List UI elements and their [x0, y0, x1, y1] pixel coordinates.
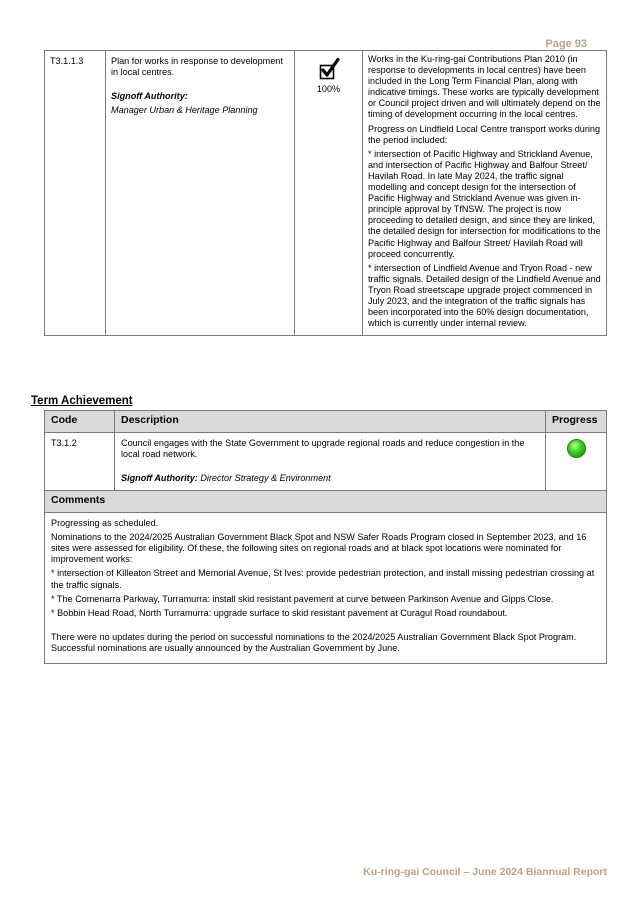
achievement-code: T3.1.2	[45, 433, 115, 491]
task-comments-cell	[363, 51, 607, 336]
achievement-comments-cell	[45, 512, 607, 663]
progress-percent: 100%	[316, 84, 341, 94]
task-table	[44, 50, 607, 336]
signoff-name: Director Strategy & Environment	[200, 473, 331, 484]
header-progress: Progress	[546, 411, 607, 433]
page-number: Page 93	[545, 38, 587, 50]
comment-paragraph: Works in the Ku-ring-gai Contributions Plan 2010 (in response to developments in local centres) have been included in the Long Term Financial Plan, along with indicative timings. These works are typically development or Council project driven and will ultimately depend on the timing of development occurring in the local centres.	[368, 54, 601, 120]
signoff-name: Manager Urban & Heritage Planning	[111, 105, 258, 116]
task-description: Plan for works in response to development in local centres.	[111, 56, 283, 78]
achievement-description-cell	[115, 433, 546, 491]
signoff-label: Signoff Authority:	[121, 473, 198, 484]
comment-paragraph: Progress on Lindfield Local Centre transport works during the period included:	[368, 123, 601, 145]
comment-paragraph: There were no updates during the period on successful nominations to the 2024/2025 Australian Government Black Spot Program. Successful nominations are usually announced by the Australian Government by June.	[51, 632, 577, 654]
comment-paragraph: * Bobbin Head Road, North Turramurra: upgrade surface to skid resistant pavement at Curagul Road roundabout.	[51, 608, 508, 619]
comment-paragraph: * intersection of Pacific Highway and Strickland Avenue, and intersection of Pacific Highway and Balfour Street/ Havilah Road. In late May 2024, the traffic signal modelling and concept design for the intersection of Pacific Highway and Strickland Avenue was given in-principle approval by TfNSW. The project is now proceeding to detailed design, and since they are linked, the detailed design for intersection for modifications to the Pacific Highway and Balfour Street/ Havilah Road will proceed concurrently.	[368, 148, 601, 259]
comment-paragraph: Nominations to the 2024/2025 Australian Government Black Spot and NSW Safer Roads Program closed in September 2023, and 16 sites were assessed for eligibility. Of these, the following sites on regional roads and at black spot locations were nominated for improvement works:	[51, 531, 587, 565]
term-achievement-title: Term Achievement	[31, 395, 133, 407]
achievement-progress-cell	[546, 433, 607, 491]
comment-paragraph: * intersection of Lindfield Avenue and Tryon Road - new traffic signals. Detailed design of the Lindfield Avenue and Tryon Road streetscape upgrade project commenced in July 2023, and the integration of the traffic signals has been incorporated into the 60% design documentation, which is currently under internal review.	[368, 262, 601, 329]
report-footer: Ku-ring-gai Council – June 2024 Biannual Report	[363, 866, 607, 878]
comment-paragraph: Progressing as scheduled.	[51, 517, 159, 528]
comments-header: Comments	[45, 490, 607, 512]
task-progress-cell	[295, 51, 363, 336]
task-description-cell	[106, 51, 295, 336]
achievement-signoff	[121, 473, 539, 484]
status-green-light-icon	[567, 439, 586, 458]
header-code: Code	[45, 411, 115, 433]
term-achievement-table	[44, 410, 607, 664]
comments-header-row	[45, 490, 607, 512]
comment-paragraph: * intersection of Killeaton Street and Memorial Avenue, St Ives: provide pedestrian protection, and install missing pedestrian crossing at the traffic signals.	[51, 568, 595, 590]
comment-paragraph: * The Comenarra Parkway, Turramurra: install skid resistant pavement at curve between Parkinson Avenue and Gipps Close.	[51, 593, 554, 604]
signoff-label: Signoff Authority:	[111, 91, 188, 102]
header-description: Description	[115, 411, 546, 433]
checkmark-icon	[318, 58, 340, 80]
table-header-row	[45, 411, 607, 433]
achievement-description: Council engages with the State Government to upgrade regional roads and reduce congestion in the local road network.	[121, 438, 525, 460]
table-row	[45, 433, 607, 491]
table-row	[45, 512, 607, 663]
task-code: T3.1.1.3	[45, 51, 106, 336]
table-row	[45, 51, 607, 336]
